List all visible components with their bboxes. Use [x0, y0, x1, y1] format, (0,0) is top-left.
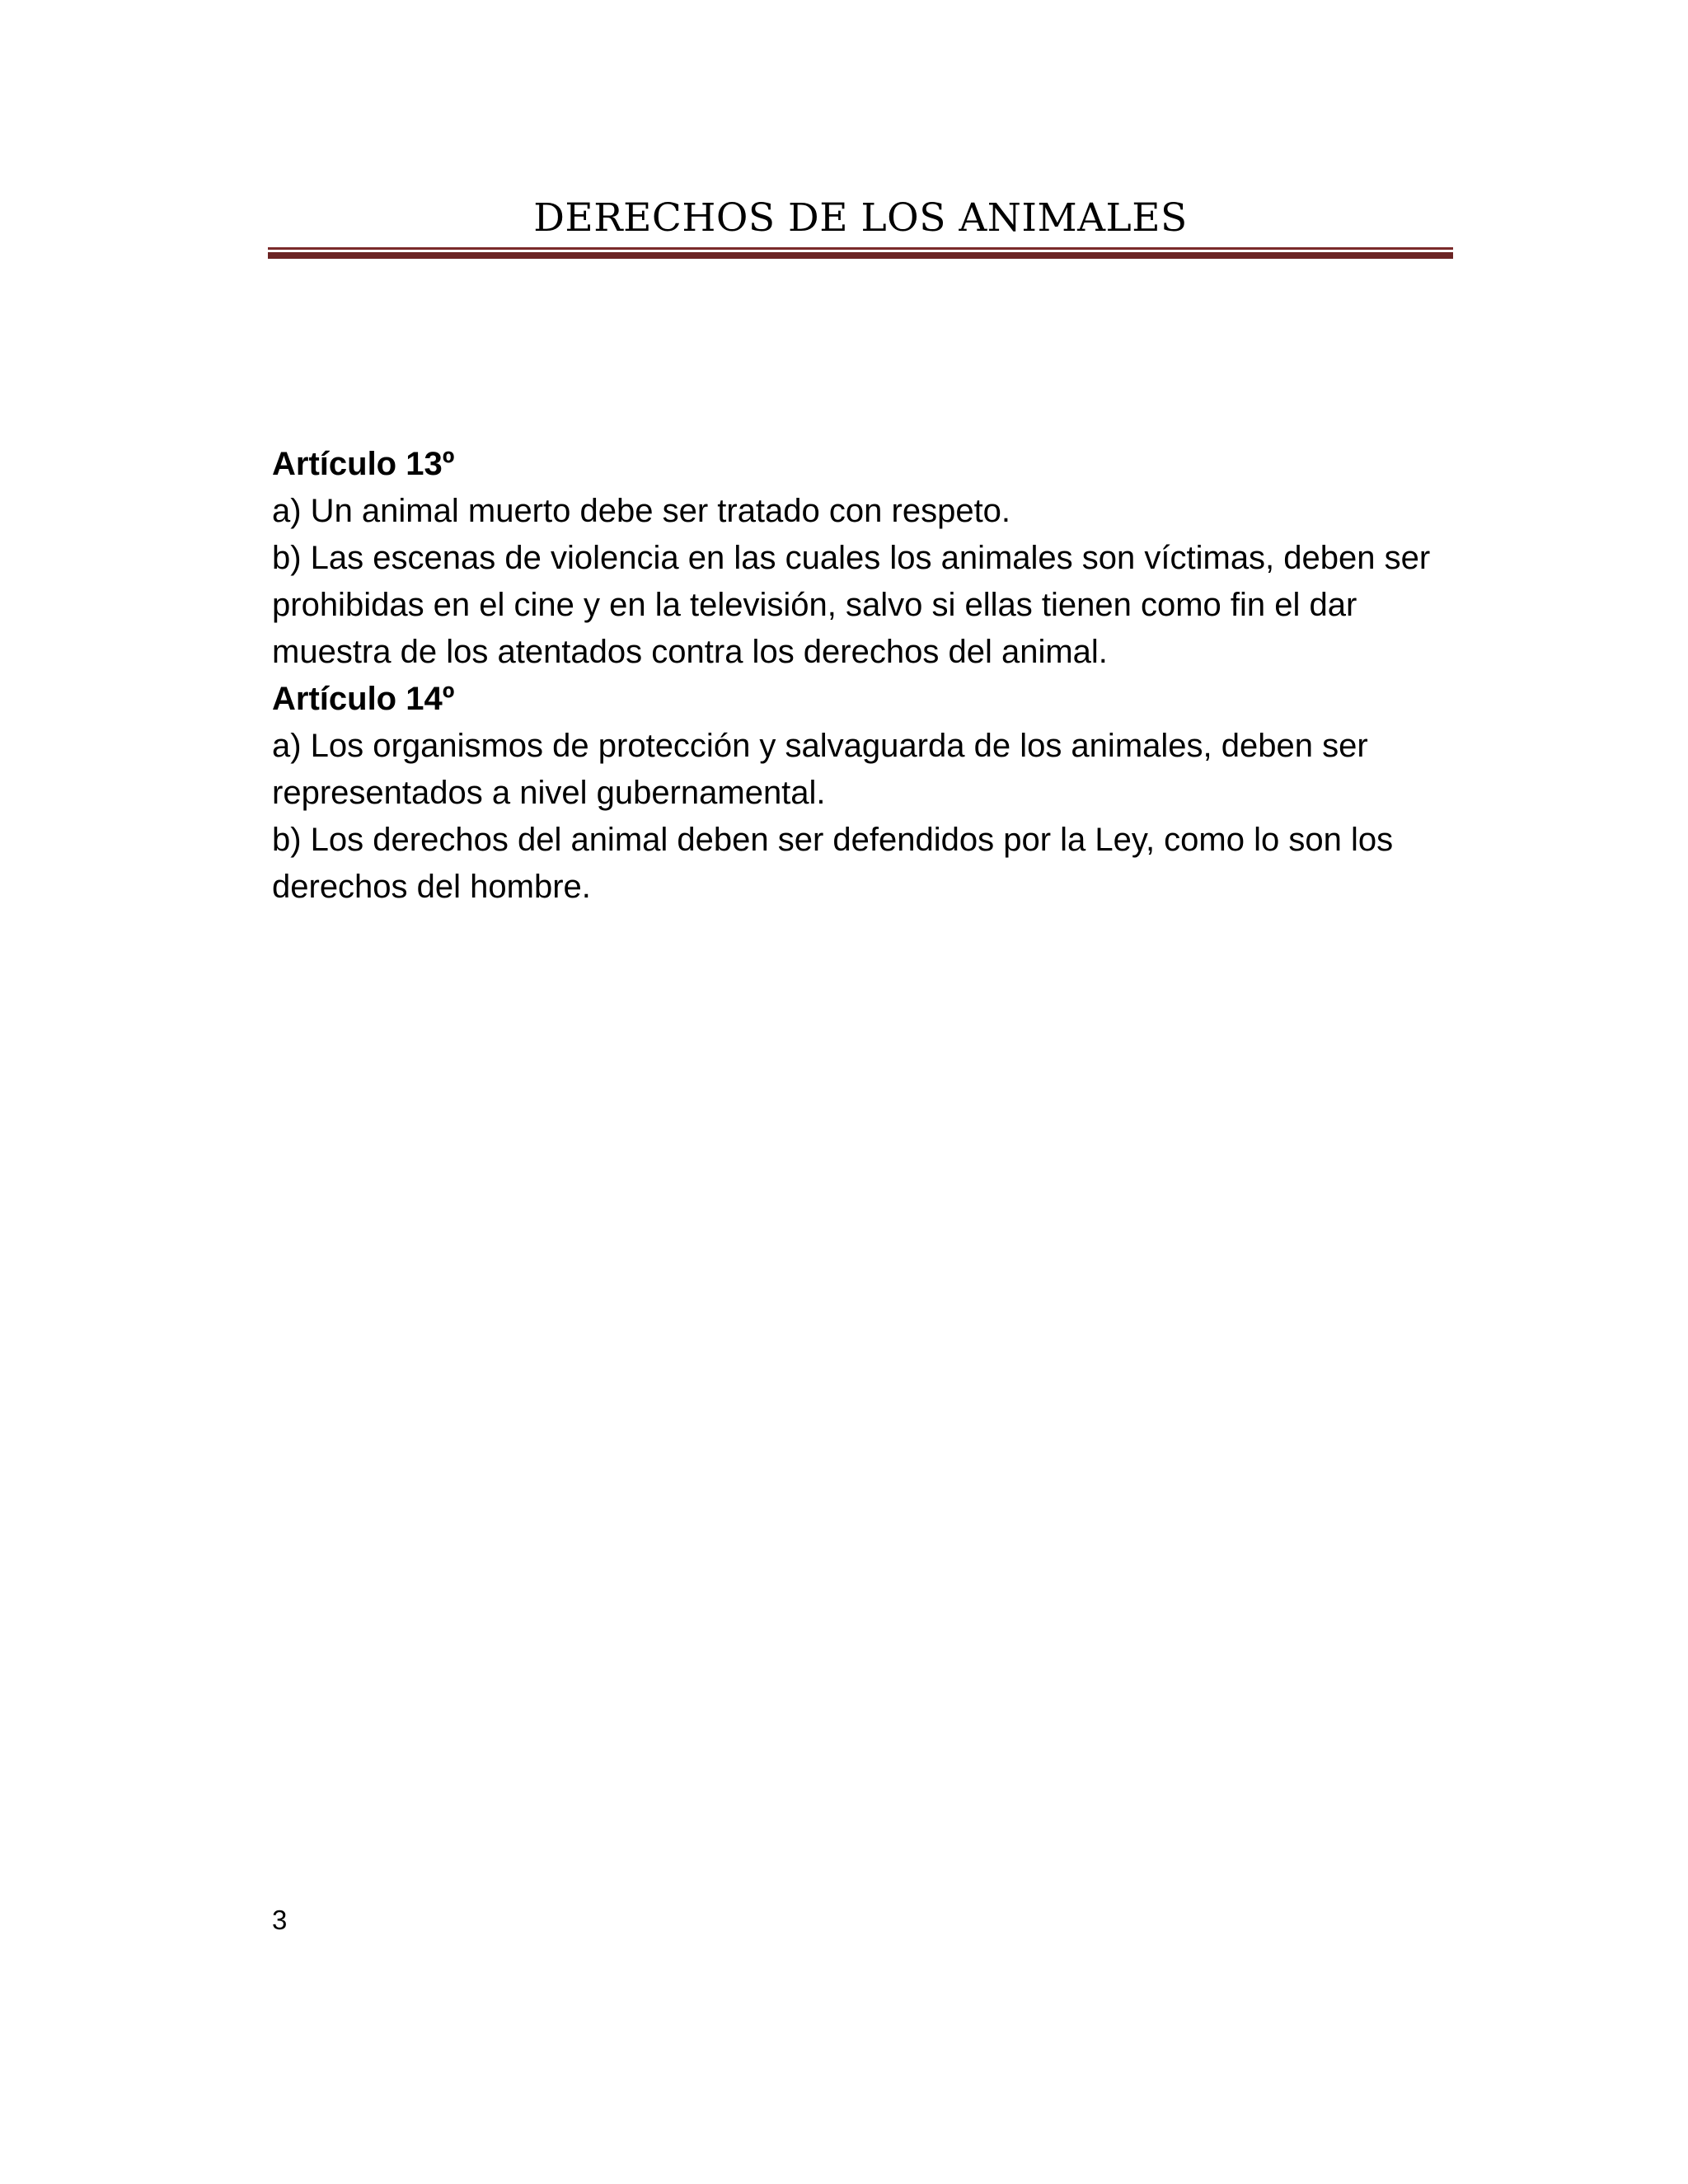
- page-header: [268, 194, 1453, 247]
- article-13-paragraph-b: b) Las escenas de violencia en las cuales los animales son víctimas, deben ser prohibidas en el cine y en la televisión, salvo si ellas tienen como fin el dar muestra de los atentados contra los derechos del animal.: [272, 540, 1431, 670]
- header-title: DERECHOS DE LOS ANIMALES: [533, 195, 1188, 241]
- article-14-paragraph-a: a) Los organismos de protección y salvaguarda de los animales, deben ser representados a nivel gubernamental.: [272, 728, 1368, 811]
- document-body: [272, 441, 1442, 911]
- header-divider-thick: [268, 252, 1453, 259]
- article-14-heading: Artículo 14º: [272, 681, 455, 717]
- article-13-heading: Artículo 13º: [272, 446, 455, 482]
- article-13-paragraph-a: a) Un animal muerto debe ser tratado con respeto.: [272, 493, 1011, 529]
- article-14-paragraph-b: b) Los derechos del animal deben ser defendidos por la Ley, como lo son los derechos del hombre.: [272, 822, 1394, 905]
- header-divider-thin: [268, 247, 1453, 250]
- page-number: 3: [272, 1905, 288, 1935]
